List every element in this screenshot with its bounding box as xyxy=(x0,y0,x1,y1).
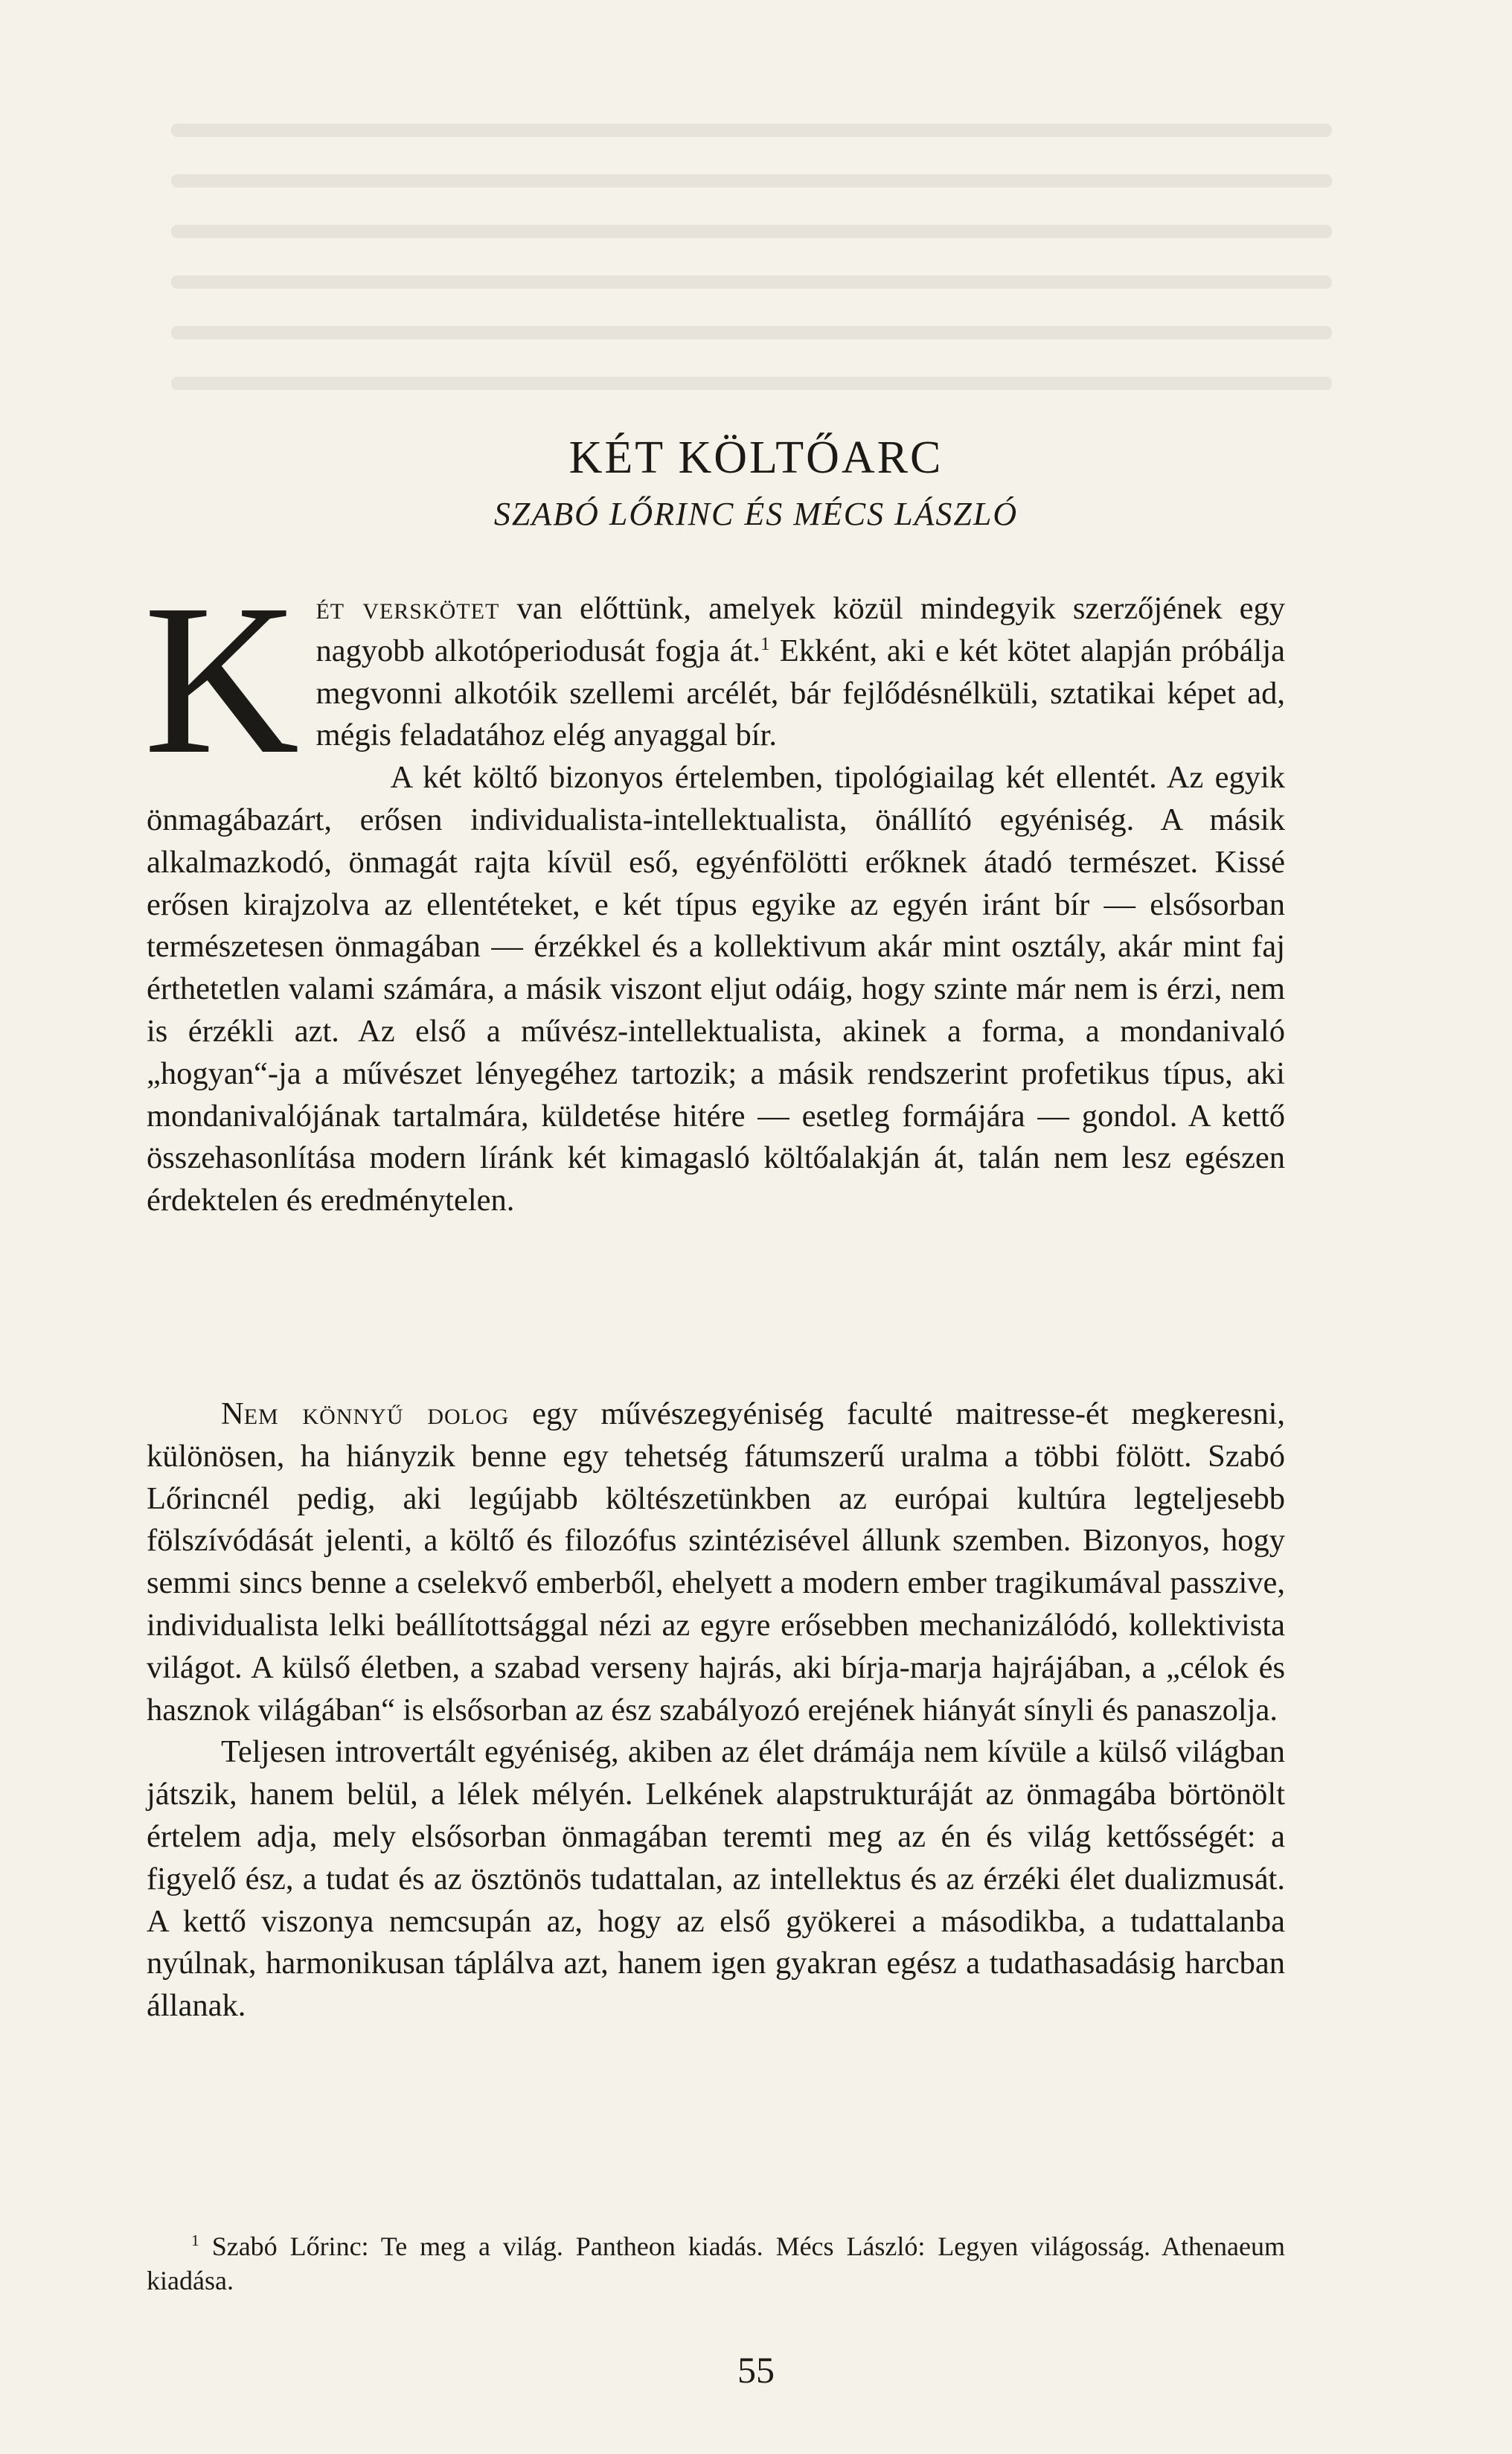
footnote: $^1$ Szabó Lőrinc: Te meg a világ. Pantheon kiadás. Mécs László: Legyen világosság. Athenaeum kiadása. xyxy=(147,2231,1285,2295)
paragraph: Teljesen introvertált egyéniség, akiben az élet drámája nem kívüle a külső világban játszik, hanem belül, a lélek mélyén. Lelkének alapstrukturáját az önmagába börtönölt értelem adja, mely elsősorban önmagában teremti meg az én és világ kettősségét: a figyelő ész, a tudat és az ösztönös tudattalan, az intellektus és az érzéki élet dualizmusát. A kettő viszonya nemcsupán az, hogy az első gyökerei a másodikba, a tudattalanba nyúlnak, harmonikusan táplálva azt, hanem igen gyakran egész a tudathasadásig harcban állanak. xyxy=(147,1734,1285,2024)
lead-in: em könnyű dolog xyxy=(243,1396,510,1431)
paragraph: Nem könnyű dolog egy művészegyéniség faculté maitresse-ét megkeresni, különösen, ha hiányzik benne egy tehetség fátumszerű uralma a többi fölött. Szabó Lőrincnél pedig, aki legújabb költészetünkben az európai kultúra legteljesebb fölszívódását jelenti, a költő és filozófus szintézisével állunk szemben. Bizonyos, hogy semmi sincs benne a cselekvő emberből, ehelyett a modern ember tragikumával passzive, individualista lelki beállítottsággal nézi az egyre erősebben mechanizálódó, kollektivista világot. A külső életben, a szabad verseny hajrás, aki bírja-marja hajrájában, a „célok és hasznok világában“ is elsősorban az ész szabályozó erejének hiányát sínyli és panaszolja. xyxy=(147,1396,1286,1728)
page-number: 55 xyxy=(737,2349,775,2391)
drop-cap: K xyxy=(144,560,300,799)
paragraph: A két költő bizonyos értelemben, tipológiailag két ellentét. Az egyik önmagábazárt, erősen individualista-intellektualista, önállító egyéniség. A másik alkalmazkodó, önmagát rajta kívül eső, egyénfölötti erőknek átadó természet. Kissé erősen kirajzolva az ellentéteket, e két típus egyike az egyén iránt bír — elsősorban természetesen önmagában — érzékkel és a kollektivum akár mint osztály, akár mint faj érthetetlen valami számára, a másik viszont eljut odáig, hogy szinte már nem is érzi, nem is érzékli azt. Az első a művész-intellektualista, akinek a forma, a mondanivaló „hogyan“-ja a művészet lényegéhez tartozik; a másik rendszerint profetikus típus, aki mondanivalójának tartalmára, küldetése hitére — esetleg formájára — gondol. A kettő összehasonlítása modern líránk két kimagasló költőalakján át, talán nem lesz egészen érdektelen és eredménytelen. xyxy=(147,760,1285,1218)
paragraph: Két verskötet van előttünk, amelyek közül mindegyik szerzőjének egy nagyobb alkotóperiodusát fogja át.$^1$ Ekként, aki e két kötet alapján próbálja megvonni alkotóik szellemi arcélét, bár fejlődésnélküli, sztatikai képet ad, mégis feladatához elég anyaggal bír. xyxy=(144,560,1286,799)
lead-initial: N xyxy=(221,1396,244,1431)
bleed-through-texture xyxy=(171,112,1332,415)
section-1 xyxy=(144,560,1286,1222)
article-title: KÉT KÖLTŐARC xyxy=(568,432,944,483)
footnote-reference: 1 xyxy=(760,632,770,654)
footnote-marker: 1 xyxy=(191,2231,199,2249)
lead-in: ét verskötet xyxy=(315,591,500,626)
article-subtitle: SZABÓ LŐRINC ÉS MÉCS LÁSZLÓ xyxy=(493,496,1019,532)
section-2 xyxy=(147,1393,1285,2028)
